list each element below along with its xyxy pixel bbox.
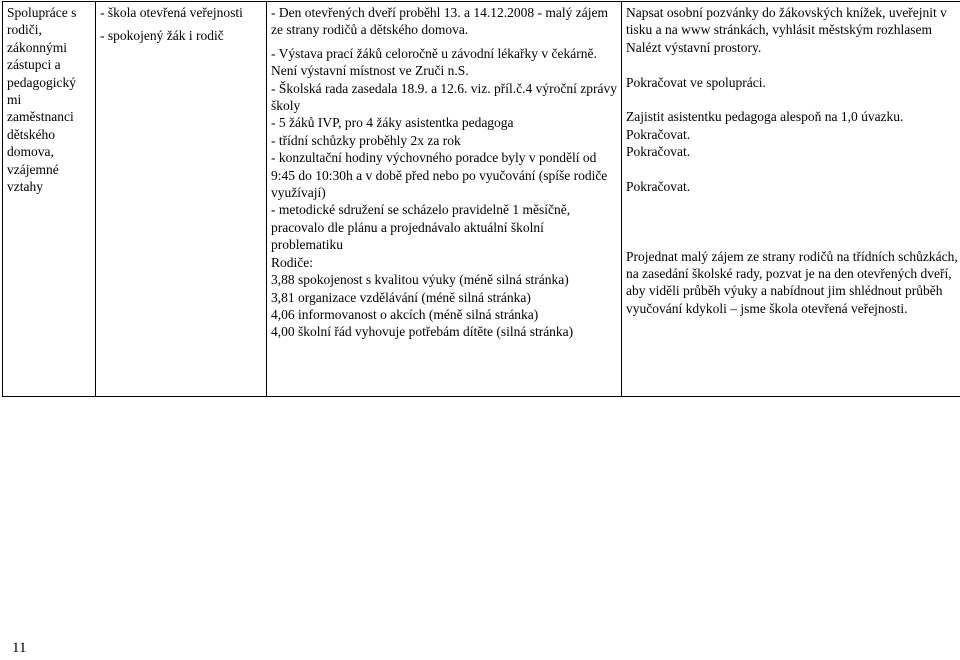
measure-continue-2: Pokračovat.	[626, 144, 691, 160]
eval-exhibition: - Výstava prací žáků celoročně u závodní lékařky v čekárně. Není výstavní místnost ve Zruči n.S.	[271, 45, 597, 79]
parents-label: Rodiče:	[271, 254, 313, 270]
survey-score-school-rules: 4,00 školní řád vyhovuje potřebám dítěte (silná stránka)	[271, 324, 574, 340]
survey-score-organization: 3,81 organizace vzdělávání (méně silná stránka)	[271, 289, 531, 305]
eval-parent-meetings: - třídní schůzky proběhly 2x za rok	[271, 132, 461, 148]
goal-satisfied: - spokojený žák i rodič	[100, 28, 224, 44]
measure-cooperation: Pokračovat ve spolupráci.	[626, 74, 766, 90]
survey-score-information: 4,06 informovanost o akcích (méně silná stránka)	[271, 306, 539, 322]
eval-consultation-hours: - konzultační hodiny výchovného poradce byly v pondělí od 9:45 do 10:30h a v době před nebo po vyučování (spíše rodiče využívají)	[271, 150, 608, 201]
area-text: Spolupráce s rodiči, zákonnými zástupci a pedagogický mi zaměstnanci dětského domova, vzájemné vztahy	[7, 5, 77, 195]
eval-ivp: - 5 žáků IVP, pro 4 žáky asistentka pedagoga	[271, 115, 514, 131]
measure-invitations: Napsat osobní pozvánky do žákovských knížek, uveřejnit v tisku a na www stránkách, vyhlásit městským rozhlasem	[626, 5, 947, 38]
eval-methodic-group: - metodické sdružení se scházelo pravidelně 1 měsíčně, pracovalo dle plánu a projednávalo aktuální školní problematiku	[271, 202, 571, 253]
goals-cell	[96, 2, 267, 397]
eval-school-board: - Školská rada zasedala 18.9. a 12.6. viz. příl.č.4 výroční zprávy školy	[271, 80, 618, 114]
area-cell	[3, 2, 96, 397]
self-evaluation-table	[2, 1, 960, 397]
measures-cell	[622, 2, 960, 397]
measure-assistant: Zajistit asistentku pedagoga alespoň na 1,0 úvazku.	[626, 109, 904, 125]
survey-score-quality: 3,88 spokojenost s kvalitou výuky (méně silná stránka)	[271, 272, 569, 288]
measure-continue-1: Pokračovat.	[626, 126, 691, 142]
page-number: 11	[12, 640, 27, 656]
evaluation-cell	[267, 2, 622, 397]
goal-open-school: - škola otevřená veřejnosti	[100, 5, 243, 20]
measure-continue-3: Pokračovat.	[626, 179, 691, 195]
measure-exhibition-space: Nalézt výstavní prostory.	[626, 39, 762, 55]
measure-parent-interest: Projednat malý zájem ze strany rodičů na třídních schůzkách, na zasedání školské rady, pozvat je na den otevřených dveří, aby viděli průběh výuky a nabídnout jim shlédnout průběh vyučování kdykoli – jsme škola otevřená veřejnosti.	[626, 248, 958, 316]
table-row	[3, 2, 960, 397]
eval-open-day: - Den otevřených dveří proběhl 13. a 14.12.2008 - malý zájem ze strany rodičů a dětského domova.	[271, 5, 609, 38]
